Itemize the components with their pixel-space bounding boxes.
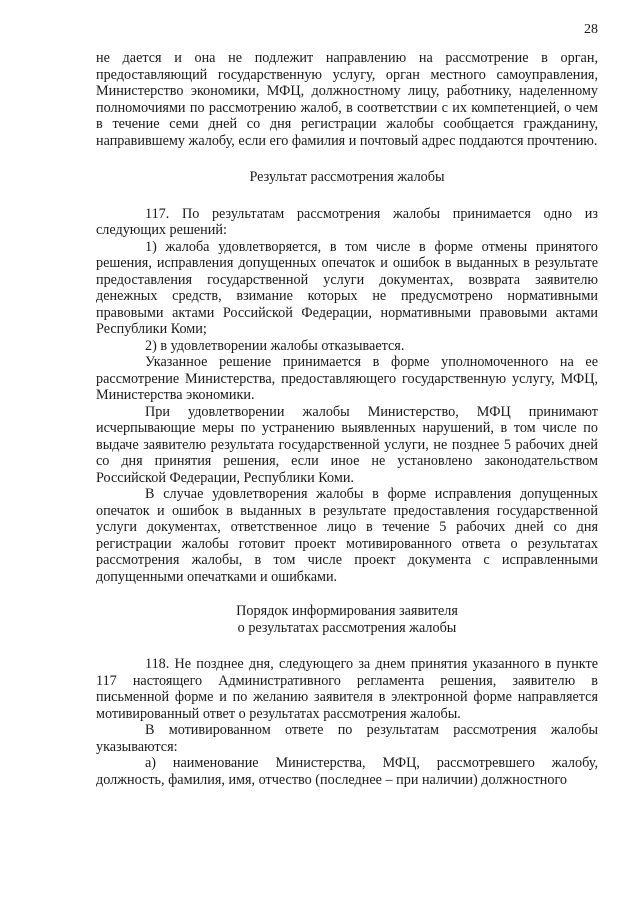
list-item-2: 2) в удовлетворении жалобы отказывается. (145, 337, 405, 354)
list-item-a: а) наименование Министерства, МФЦ, рассмотревшего жалобу, должность, фамилия, имя, отчество (последнее – при наличии) должностного (96, 755, 598, 788)
paragraph-decision-form: Указанное решение принимается в форме уполномоченного на ее рассмотрение Министерства, предоставляющего государственную услугу, МФЦ, Министерства экономики. (96, 354, 598, 403)
document-body (96, 50, 598, 788)
paragraph-117: 117. По результатам рассмотрения жалобы принимается одно из следующих решений: (96, 205, 598, 238)
paragraph-satisfaction-measures: При удовлетворении жалобы Министерство, МФЦ принимают исчерпывающие меры по устранению выявленных нарушений, в том числе по выдаче заявителю результата государственной услуги, не позднее 5 рабочих дней со дня принятия решения, если иное не установлено законодательством Российской Федерации, Республики Коми. (96, 403, 598, 486)
paragraph-118: 118. Не позднее дня, следующего за днем принятия указанного в пункте 117 настоящего Административного регламента решения, заявителю в письменной форме и по желанию заявителя в электронной форме направляется мотивированный ответ о результатах рассмотрения жалобы. (96, 656, 598, 722)
section-heading-informing-line2: о результатах рассмотрения жалобы (237, 619, 457, 636)
page-number: 28 (584, 22, 598, 37)
section-heading-result: Результат рассмотрения жалобы (249, 169, 445, 185)
section-heading-informing-line1: Порядок информирования заявителя (236, 603, 458, 619)
list-item-1: 1) жалоба удовлетворяется, в том числе в форме отмены принятого решения, исправления допущенных опечаток и ошибок в выданных в результате предоставления государственной услуги документах, возврата заявителю денежных средств, взимание которых не предусмотрено нормативными правовыми актами Российской Федерации, нормативными правовыми актами Республики Коми; (96, 238, 598, 337)
paragraph-reply-contents: В мотивированном ответе по результатам рассмотрения жалобы указываются: (96, 722, 598, 755)
paragraph-correction-case: В случае удовлетворения жалобы в форме исправления допущенных опечаток и ошибок в выданных в результате предоставления государственной услуги документах, ответственное лицо в течение 5 рабочих дней со дня регистрации жалобы готовит проект мотивированного ответа о результатах рассмотрения жалобы, в том числе проект документа с исправленными допущенными опечатками и ошибками. (96, 486, 598, 585)
paragraph-continuation: не дается и она не подлежит направлению на рассмотрение в орган, предоставляющий государственную услугу, орган местного самоуправления, Министерство экономики, МФЦ, должностному лицу, работнику, наделенному полномочиями по рассмотрению жалоб, в соответствии с их компетенцией, о чем в течение семи дней со дня регистрации жалобы сообщается гражданину, направившему жалобу, если его фамилия и почтовый адрес поддаются прочтению. (96, 50, 598, 149)
